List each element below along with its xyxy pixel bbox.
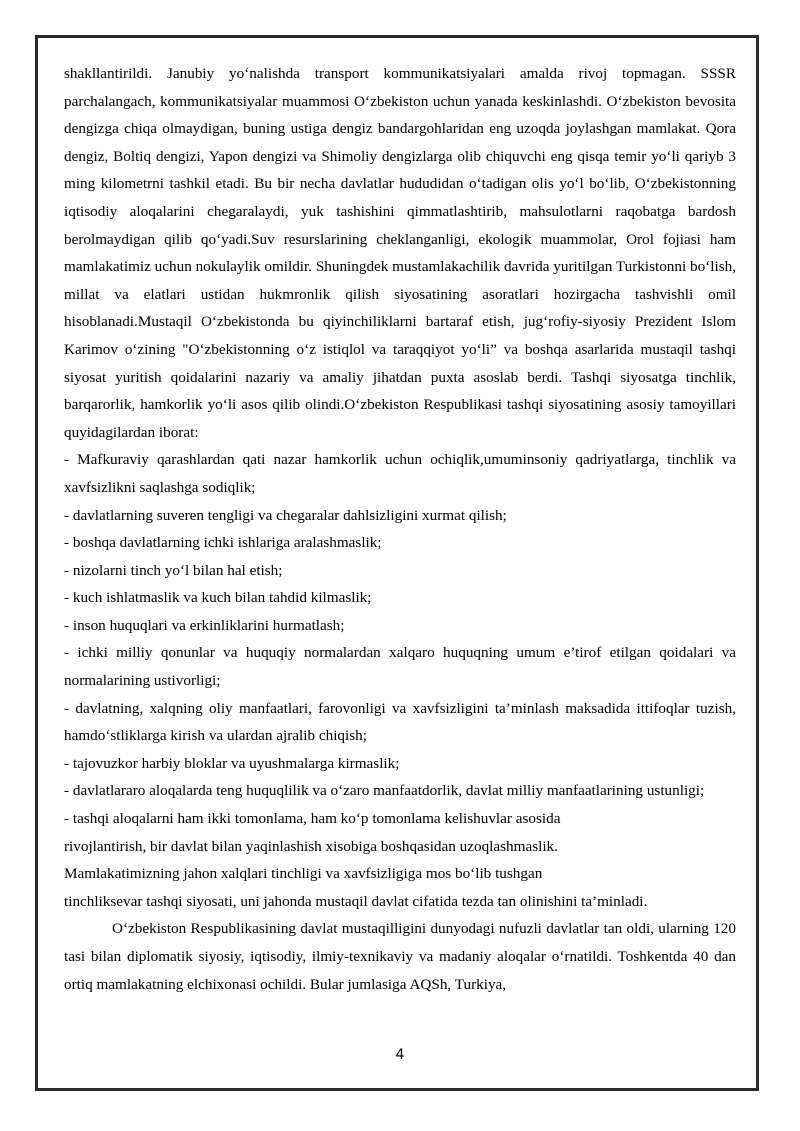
principle-item: - ichki milliy qonunlar va huquqiy normalardan xalqaro huquqning umum e’tirof etilgan qoidalari va normalarining ustivorligi; — [64, 644, 736, 690]
text-line: tinchliksevar tashqi siyosati, uni jahonda mustaqil davlat cifatida tezda tan olinishini ta’minladi. — [64, 892, 648, 910]
paragraph-intro: shakllantirildi. Janubiy yo‘nalishda transport kommunikatsiyalari amalda rivoj topmagan. SSSR parchalangach, kommunikatsiyalar muammosi O‘zbekiston uchun yanada keskinlashdi. O‘zbekiston bevosita dengizga chiqa olmaydigan, buning ustiga dengiz bandargohlaridan eng uzoqda joylashgan mamlakat. Qora dengiz, Boltiq dengizi, Yapon dengizi va Shimoliy dengizlarga olib chiquvchi eng qisqa temir yo‘li qariyb 3 ming kilometrni tashkil etadi. Bu bir necha davlatlar hududidan o‘tadigan olis yo‘l bo‘lib, O‘zbekistonning iqtisodiy aloqalarini chegaralaydi, yuk tashishini qimmatlashtirib, mahsulotlarni raqobatga bardosh berolmaydigan qilib qo‘yadi.Suv resurslarining cheklanganligi, ekologik muammolar, Orol fojiasi ham mamlakatimiz uchun nokulaylik omildir. Shuningdek mustamlakachilik davrida yuritilgan Turkistonni bo‘lish, millat va elatlari ustidan hukmronlik qilish siyosatining asoratlari hozirgacha tashvishli omil hisoblanadi.Mustaqil O‘zbekistonda bu qiyinchiliklarni bartaraf etish, jug‘rofiy-siyosiy Prezident Islom Karimov o‘zining "O‘zbekistonning o‘z istiqlol va taraqqiyot yo‘li” va boshqa asarlarida mustaqil tashqi siyosat yuritish qoidalarini nazariy va amaliy jihatdan puxta asoslab berdi. Tashqi siyosatga tinchlik, barqarorlik, hamkorlik yo‘li asos qilib olindi.O‘zbekiston Respublikasi tashqi siyosatining asosiy tamoyillari quyidagilardan iborat: — [64, 65, 736, 441]
principle-item: - boshqa davlatlarning ichki ishlariga aralashmaslik; — [64, 534, 382, 552]
principle-item: - kuch ishlatmaslik va kuch bilan tahdid kilmaslik; — [64, 589, 372, 607]
document-body — [64, 60, 736, 998]
principle-item: - davlatning, xalqning oliy manfaatlari, farovonligi va xavfsizligini ta’minlash maksadida ittifoqlar tuzish, hamdo‘stliklarga kirish va ulardan ajralib chiqish; — [64, 699, 736, 745]
principle-item: - inson huquqlari va erkinliklarini hurmatlash; — [64, 616, 345, 634]
principle-item: - nizolarni tinch yo‘l bilan hal etish; — [64, 561, 283, 579]
principle-item: - Mafkuraviy qarashlardan qati nazar hamkorlik uchun ochiqlik,umuminsoniy qadriyatlarga, tinchlik va xavfsizlikni saqlashga sodiqlik; — [64, 451, 736, 496]
page-number: 4 — [395, 1047, 405, 1063]
principle-item: - tajovuzkor harbiy bloklar va uyushmalarga kirmaslik; — [64, 754, 400, 772]
principle-item: - davlatlarning suveren tengligi va chegaralar dahlsizligini xurmat qilish; — [64, 506, 507, 524]
text-line: Mamlakatimizning jahon xalqlari tinchligi va xavfsizligiga mos bo‘lib tushgan — [64, 865, 543, 883]
principle-item: - tashqi aloqalarni ham ikki tomonlama, ham ko‘p tomonlama kelishuvlar asosida — [64, 810, 561, 828]
principle-item: - davlatlararo aloqalarda teng huquqlilik va o‘zaro manfaatdorlik, davlat milliy manfaatlarining ustunligi; — [64, 782, 705, 800]
text-line: rivojlantirish, bir davlat bilan yaqinlashish xisobiga boshqasidan uzoqlashmaslik. — [64, 837, 558, 855]
paragraph-recognition: O‘zbekiston Respublikasining davlat mustaqilligini dunyodagi nufuzli davlatlar tan oldi, ularning 120 tasi bilan diplomatik siyosiy, iqtisodiy, ilmiy-texnikaviy va madaniy aloqalar o‘rnatildi. Toshkentda 40 dan ortiq mamlakatning elchixonasi ochildi. Bular jumlasiga AQSh, Turkiya, — [64, 920, 736, 993]
